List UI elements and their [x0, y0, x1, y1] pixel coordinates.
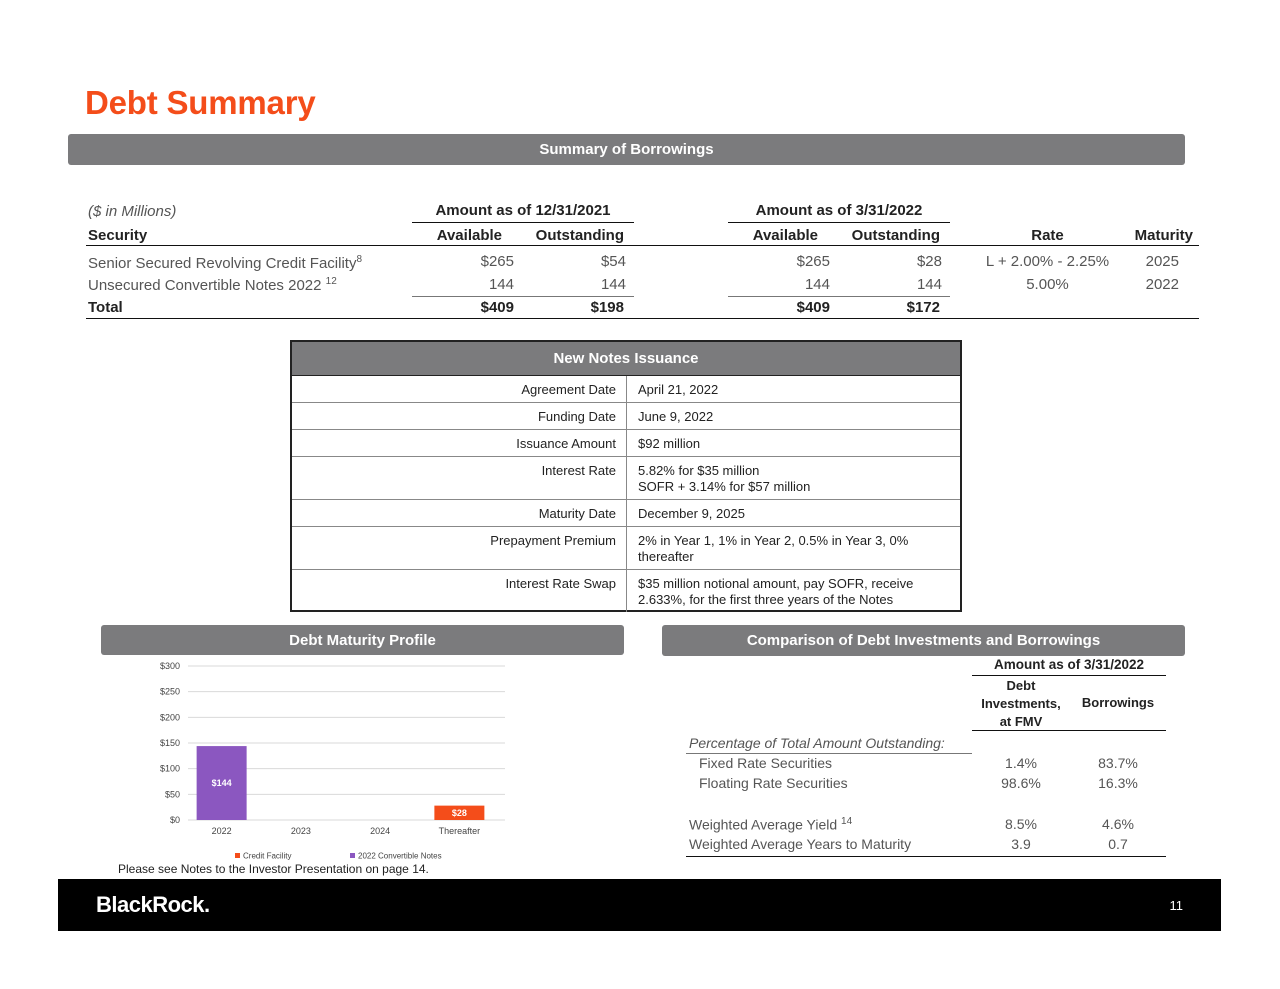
table-cell: 2022 — [1145, 276, 1179, 293]
table-cell: $265 — [480, 253, 514, 270]
notes-value: $92 million — [638, 436, 701, 451]
notes-value: 2% in Year 1, 1% in Year 2, 0.5% in Year 3, 0% thereafter — [638, 533, 909, 564]
section-rule — [686, 753, 972, 754]
x-tick-label: 2023 — [290, 826, 311, 836]
notes-header: New Notes Issuance — [292, 342, 960, 376]
table-row — [292, 403, 960, 430]
legend-label: Credit Facility — [243, 851, 292, 861]
units-label: ($ in Millions) — [88, 203, 177, 220]
data-label: $28 — [451, 807, 467, 818]
notes-key: Funding Date — [292, 403, 627, 429]
row-label: Weighted Average Years to Maturity — [689, 836, 912, 852]
group-underline-2021 — [412, 222, 634, 223]
row-label: Floating Rate Securities — [699, 775, 848, 791]
subtotal-rule-2022 — [728, 296, 950, 297]
data-label: $144 — [211, 778, 232, 789]
col-available-2022: Available — [752, 227, 818, 244]
group-underline — [972, 675, 1166, 676]
y-tick-label: $200 — [159, 712, 180, 723]
comparison-banner: Comparison of Debt Investments and Borrowings — [662, 625, 1185, 656]
maturity-banner: Debt Maturity Profile — [101, 625, 624, 655]
notes-key: Issuance Amount — [292, 430, 627, 456]
table-row — [292, 500, 960, 527]
notes-value: June 9, 2022 — [638, 409, 714, 424]
group-header-2022: Amount as of 3/31/2022 — [755, 202, 923, 219]
page-number: 11 — [1169, 897, 1183, 913]
comparison-group: Amount as of 3/31/2022 — [993, 657, 1145, 672]
bottom-rule — [686, 856, 1166, 857]
table-cell: 4.6% — [1102, 816, 1134, 832]
total-label: Total — [88, 299, 123, 316]
new-notes-table — [290, 340, 962, 612]
table-cell: $198 — [590, 299, 624, 316]
legend-swatch — [350, 853, 355, 858]
notes-value: April 21, 2022 — [638, 382, 719, 397]
table-cell: 1.4% — [1005, 755, 1037, 771]
table-cell: 16.3% — [1098, 775, 1138, 791]
table-cell: 98.6% — [1001, 775, 1041, 791]
table-cell: 144 — [804, 276, 830, 293]
group-header-2021: Amount as of 12/31/2021 — [435, 202, 611, 219]
section-label: Percentage of Total Amount Outstanding: — [689, 735, 945, 751]
row-label: Fixed Rate Securities — [699, 755, 833, 771]
footer — [58, 879, 1221, 931]
col-outstanding-2022: Outstanding — [851, 227, 940, 244]
header-rule — [86, 245, 1199, 246]
x-tick-label: 2022 — [211, 826, 232, 836]
col-available-2021: Available — [436, 227, 502, 244]
summary-banner: Summary of Borrowings — [68, 134, 1185, 165]
notes-key: Agreement Date — [292, 376, 627, 402]
table-cell: 144 — [916, 276, 942, 293]
table-cell: 5.00% — [1026, 276, 1069, 293]
legend-swatch — [235, 853, 240, 858]
col-rate: Rate — [1031, 227, 1064, 244]
table-cell: 83.7% — [1098, 755, 1138, 771]
footnote: Please see Notes to the Investor Presentation on page 14. — [118, 862, 429, 876]
legend-label: 2022 Convertible Notes — [358, 851, 442, 861]
table-cell: 144 — [600, 276, 626, 293]
header-rule — [972, 730, 1166, 731]
blackrock-logo: BlackRock. — [96, 892, 210, 917]
notes-key: Prepayment Premium — [292, 527, 627, 569]
total-rule — [86, 318, 1199, 319]
col-borrowings: Borrowings — [1081, 695, 1155, 710]
table-cell: $409 — [796, 299, 830, 316]
table-row — [292, 430, 960, 457]
table-cell: $265 — [796, 253, 830, 270]
notes-value: December 9, 2025 — [638, 506, 745, 521]
y-tick-label: $150 — [159, 738, 180, 748]
chart-svg — [140, 660, 520, 865]
y-tick-label: $100 — [159, 763, 180, 774]
col-maturity: Maturity — [1134, 227, 1193, 244]
row-label: Weighted Average Yield $^{14}$ — [689, 816, 853, 833]
notes-key: Maturity Date — [292, 500, 627, 526]
x-tick-label: 2024 — [370, 826, 391, 836]
col-debt-investments: Debt Investments, at FMV — [981, 678, 1061, 729]
y-tick-label: $0 — [169, 815, 180, 825]
col-outstanding-2021: Outstanding — [535, 227, 624, 244]
table-row — [292, 570, 960, 612]
subtotal-rule-2021 — [412, 296, 634, 297]
notes-value: 5.82% for $35 million SOFR + 3.14% for $57 million — [638, 463, 811, 494]
x-tick-label: Thereafter — [438, 826, 481, 836]
table-cell: 2025 — [1145, 253, 1179, 270]
table-cell: L + 2.00% - 2.25% — [985, 253, 1110, 270]
notes-key: Interest Rate Swap — [292, 570, 627, 612]
col-security: Security — [88, 227, 148, 244]
table-cell: $172 — [906, 299, 940, 316]
table-cell: 144 — [488, 276, 514, 293]
table-cell: 8.5% — [1005, 816, 1037, 832]
y-tick-label: $50 — [164, 789, 180, 800]
table-row — [292, 457, 960, 500]
notes-value: $35 million notional amount, pay SOFR, receive 2.633%, for the first three years of the Notes — [638, 576, 914, 607]
debt-maturity-chart — [140, 660, 520, 865]
y-tick-label: $250 — [159, 686, 180, 697]
page-title: Debt Summary — [85, 84, 316, 121]
table-cell: 0.7 — [1108, 836, 1128, 852]
notes-key: Interest Rate — [292, 457, 627, 499]
table-row — [292, 527, 960, 570]
y-tick-label: $300 — [159, 661, 180, 671]
table-cell: $54 — [600, 253, 626, 270]
table-cell: $28 — [916, 253, 942, 270]
table-row — [292, 376, 960, 403]
table-cell: $409 — [480, 299, 514, 316]
table-row-security: Senior Secured Revolving Credit Facility$^8$ — [88, 254, 363, 272]
table-cell: 3.9 — [1011, 836, 1031, 852]
table-row-security: Unsecured Convertible Notes 2022 $^{12}$ — [88, 276, 337, 294]
group-underline-2022 — [728, 222, 950, 223]
